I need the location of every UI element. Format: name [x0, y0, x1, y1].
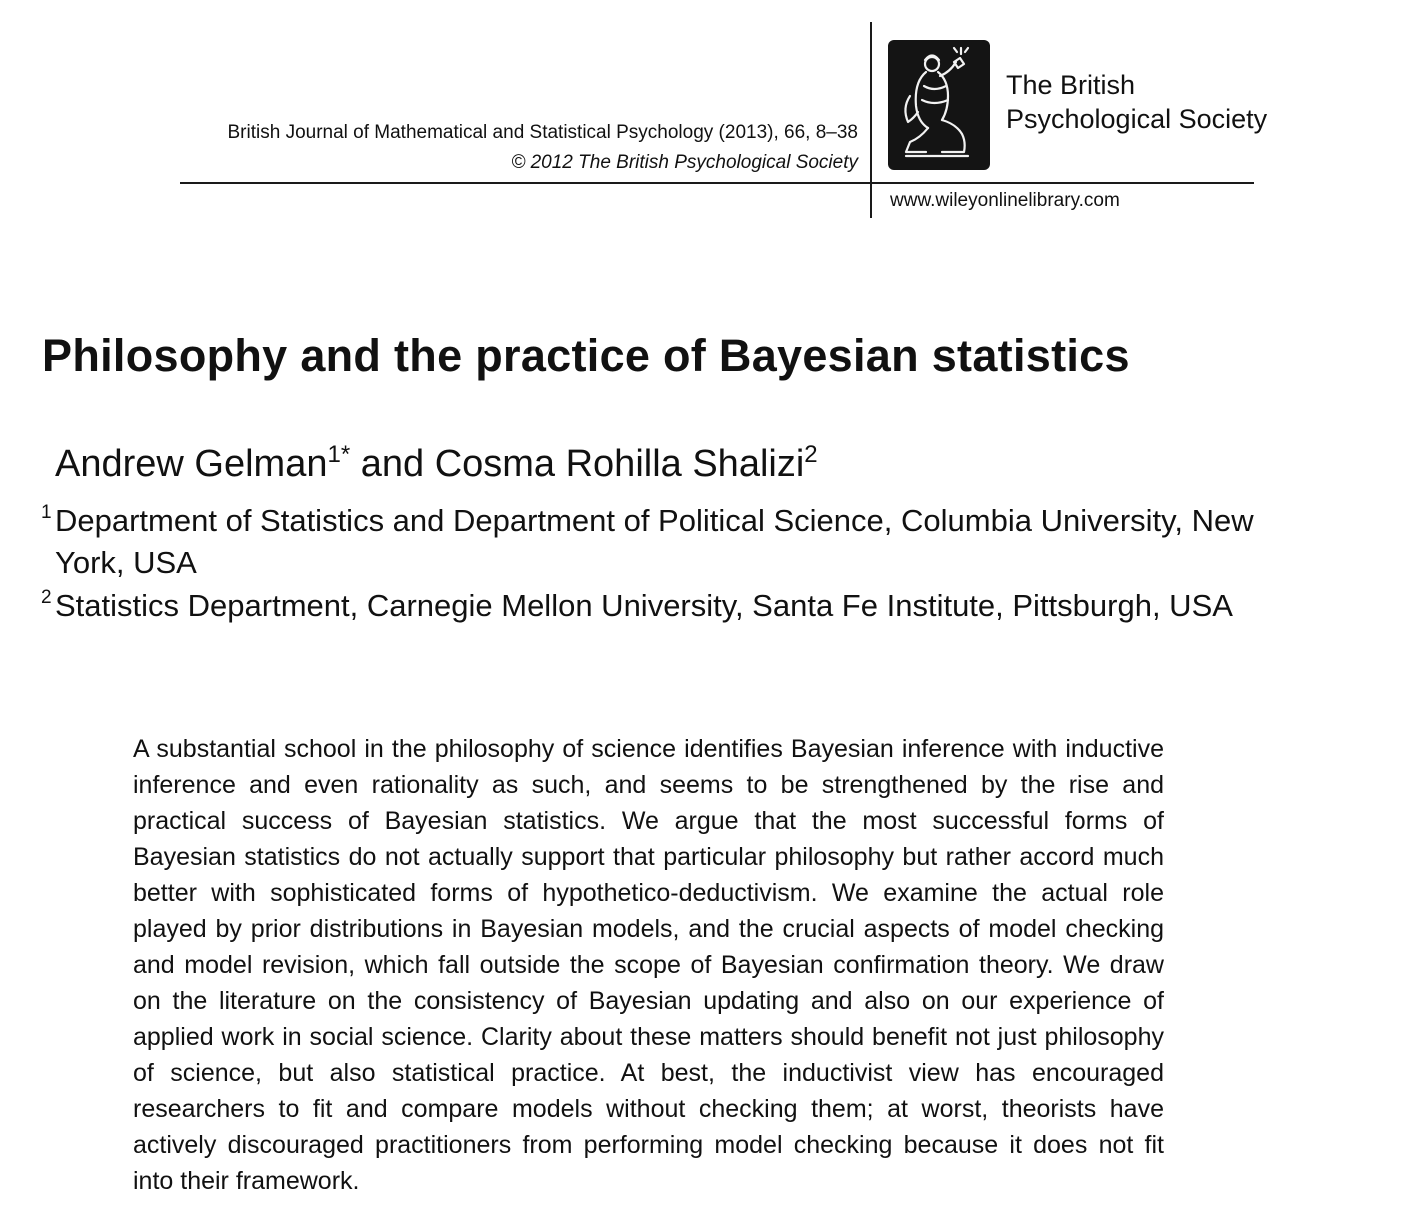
- header-rule: [180, 182, 1254, 184]
- author-gelman: Andrew Gelman: [55, 443, 328, 485]
- society-name-line1: The British: [1006, 70, 1136, 100]
- affiliation-2-number: 2: [41, 587, 52, 608]
- paper-title: Philosophy and the practice of Bayesian statistics: [42, 330, 1130, 381]
- abstract: A substantial school in the philosophy of science identifies Bayesian inference with inductive inference and even rationality as such, and seems to be strengthened by the rise and practical success of Bayesian statistics. We argue that the most successful forms of Bayesian statistics do not actually support that particular philosophy but rather accord much better with sophisticated forms of hypothetico-deductivism. We examine the actual role played by prior distributions in Bayesian models, and the crucial aspects of model checking and model revision, which fall outside the scope of Bayesian confirmation theory. We draw on the literature on the consistency of Bayesian updating and also on our experience of applied work in social science. Clarity about these matters should benefit not just philosophy of science, but also statistical practice. At best, the inductivist view has encouraged researchers to fit and compare models without checking them; at worst, theorists have actively discouraged practitioners from performing model checking because it does not fit into their framework.: [133, 735, 1164, 1195]
- society-name-line2: Psychological Society: [1006, 104, 1268, 134]
- affiliation-2-text: Statistics Department, Carnegie Mellon University, Santa Fe Institute, Pittsburgh, USA: [55, 588, 1233, 623]
- author-conjunction: and: [350, 443, 435, 485]
- journal-header: [150, 118, 858, 178]
- journal-citation: British Journal of Mathematical and Statistical Psychology (2013), 66, 8–38: [227, 122, 858, 143]
- affiliation-1-text: Department of Statistics and Department of Political Science, Columbia University, New York, USA: [55, 503, 1254, 580]
- header-divider: [870, 22, 872, 218]
- author-gelman-marks: 1*: [327, 441, 351, 468]
- author-line: [55, 443, 818, 486]
- affiliation-2: [41, 585, 1285, 627]
- author-shalizi: Cosma Rohilla Shalizi: [434, 443, 805, 485]
- affiliation-1: [41, 500, 1285, 584]
- affiliation-1-number: 1: [41, 502, 52, 523]
- publisher-website[interactable]: www.wileyonlinelibrary.com: [890, 190, 1120, 211]
- society-name: [1006, 68, 1267, 136]
- copyright-notice: © 2012 The British Psychological Society: [511, 152, 858, 173]
- author-shalizi-marks: 2: [804, 441, 818, 468]
- bps-logo-icon: [888, 40, 990, 170]
